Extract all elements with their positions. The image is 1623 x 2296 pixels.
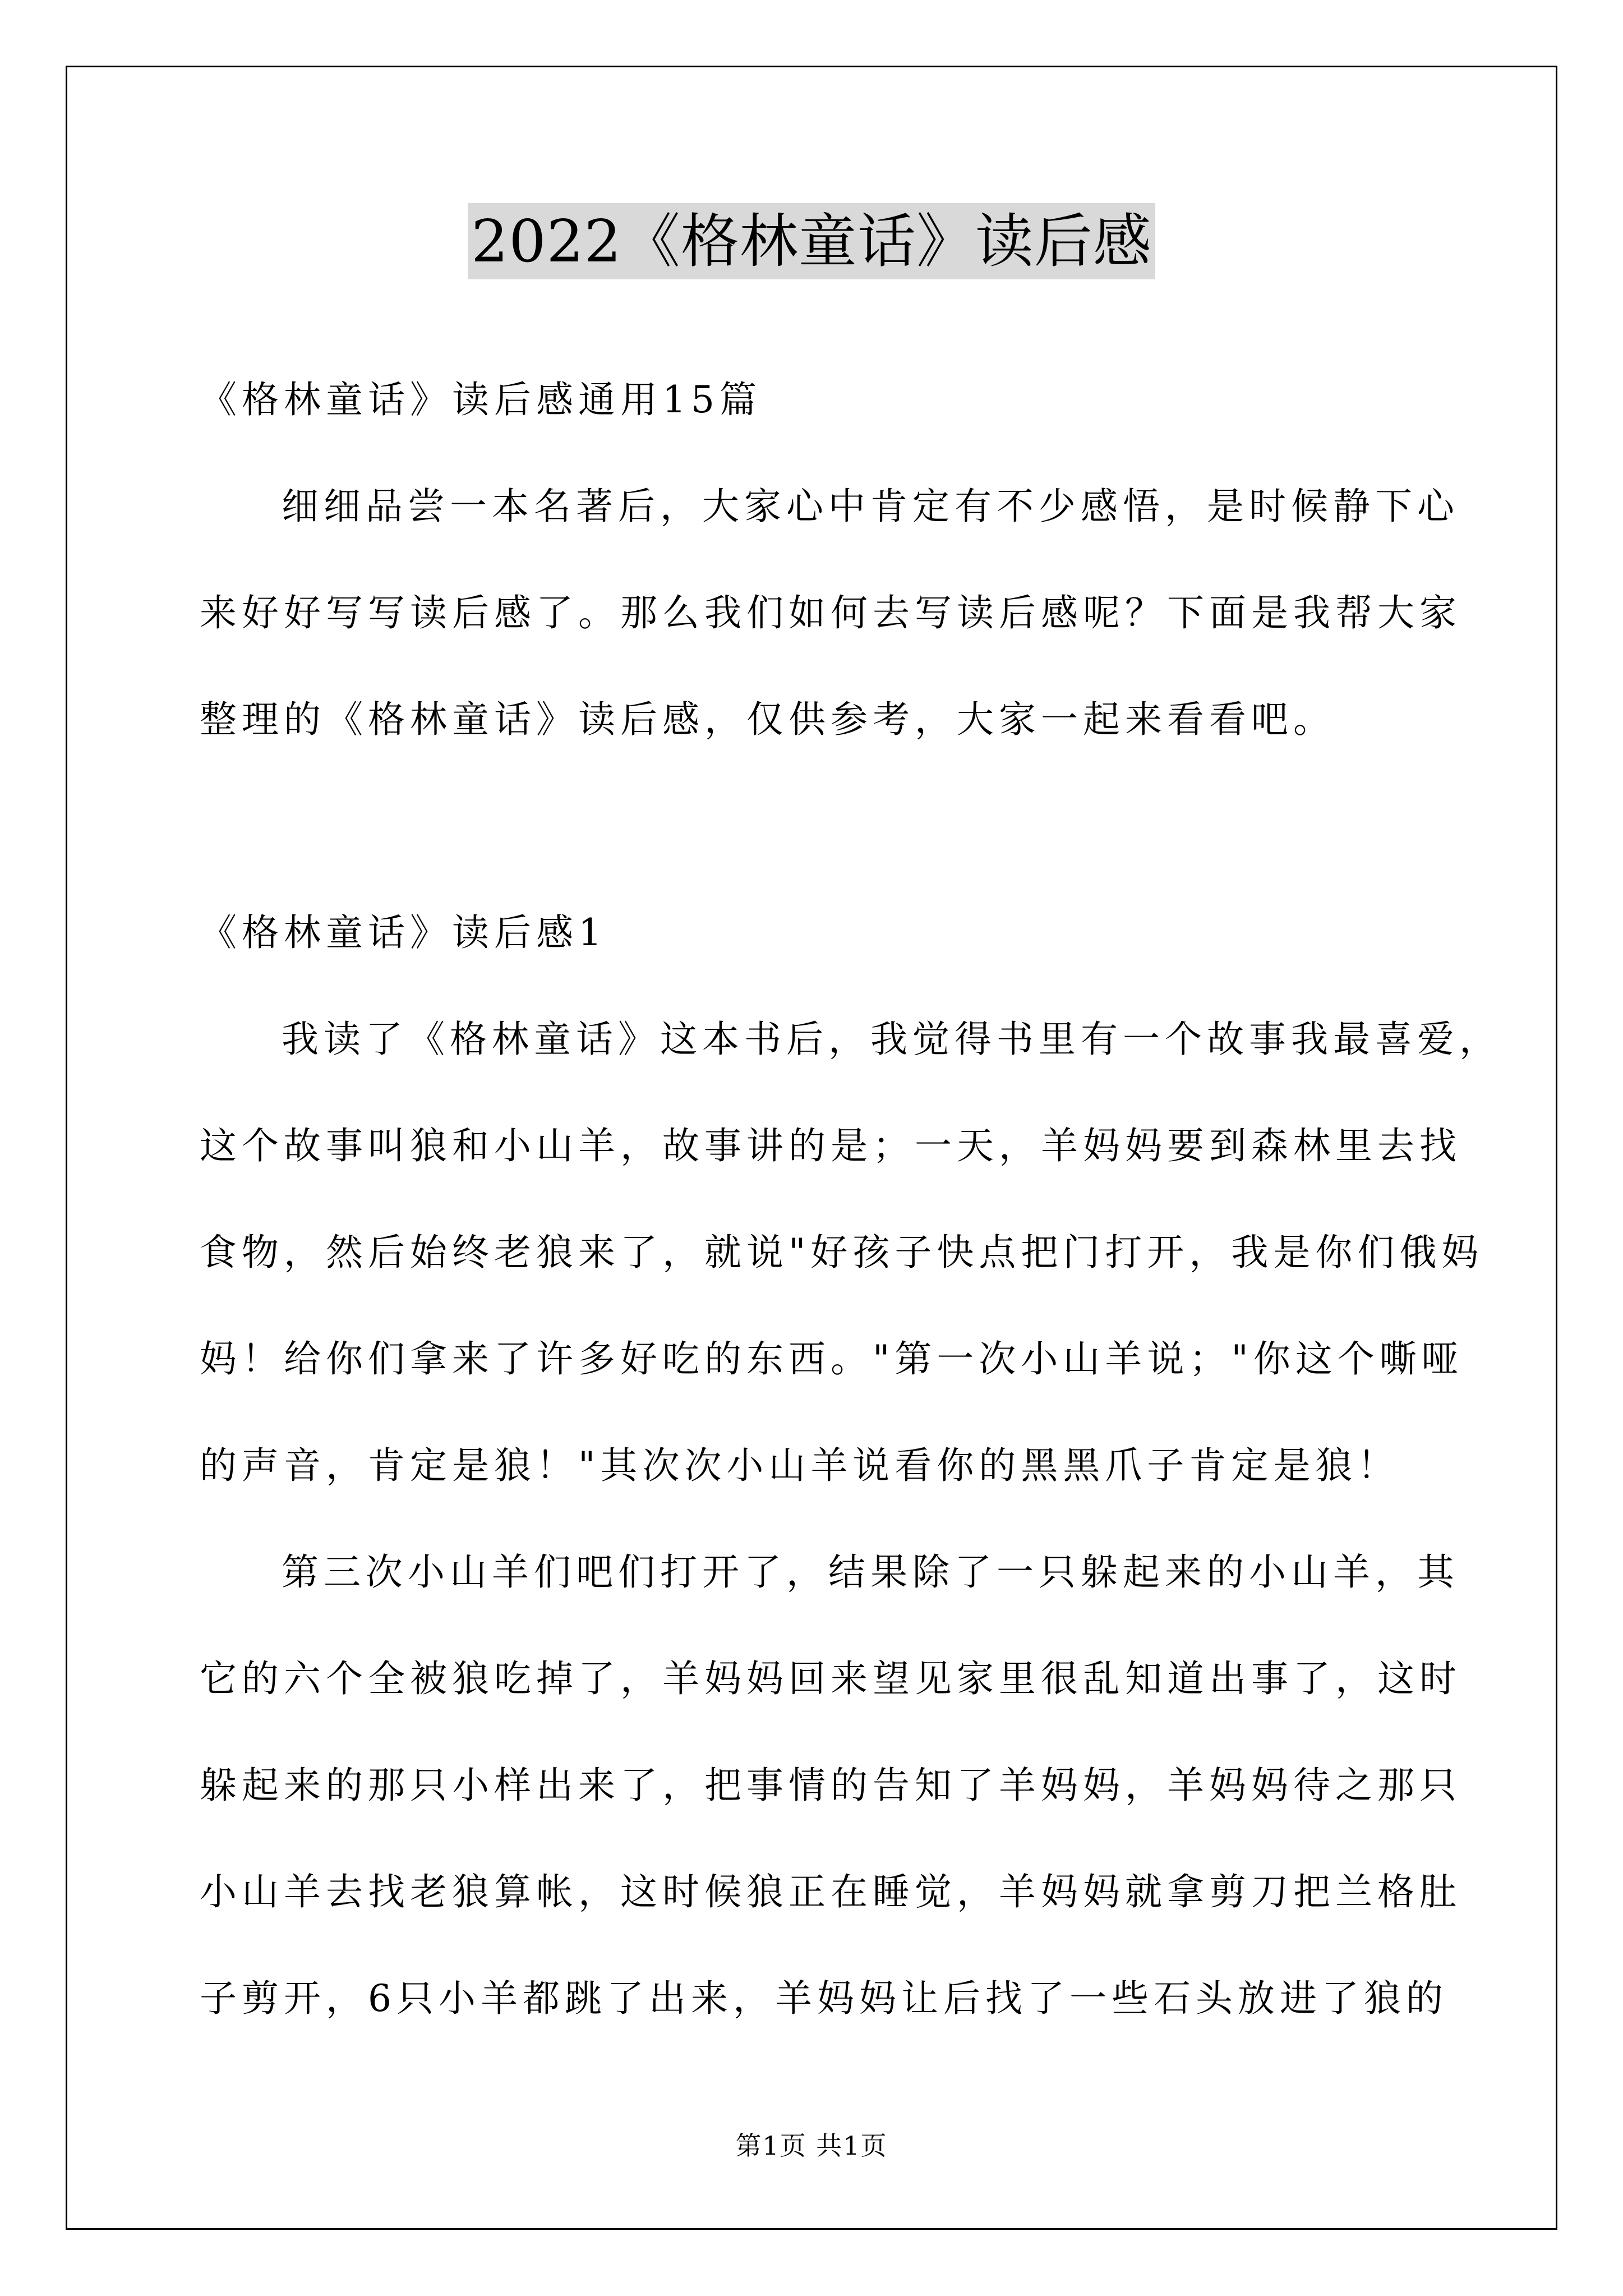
paragraph-line: 我读了《格林童话》这本书后，我觉得书里有一个故事我最喜爱，: [282, 1018, 1501, 1061]
paragraph-line: 躲起来的那只小样出来了，把事情的告知了羊妈妈，羊妈妈待之那只: [200, 1764, 1461, 1807]
paragraph-line: 这个故事叫狼和小山羊，故事讲的是；一天，羊妈妈要到森林里去找: [200, 1124, 1461, 1167]
paragraph-line: 子剪开，6只小羊都跳了出来，羊妈妈让后找了一些石头放进了狼的: [200, 1977, 1448, 2020]
paragraph-line: 妈！给你们拿来了许多好吃的东西。"第一次小山羊说；"你这个嘶哑: [200, 1337, 1464, 1381]
document-title: 2022《格林童话》读后感: [468, 203, 1155, 279]
document-body: [200, 347, 1501, 2052]
paragraph-line: 小山羊去找老狼算帐，这时候狼正在睡觉，羊妈妈就拿剪刀把兰格肚: [200, 1870, 1461, 1913]
section-heading: 《格林童话》读后感1: [200, 911, 607, 954]
intro-line: 整理的《格林童话》读后感，仅供参考，大家一起来看看吧。: [200, 698, 1335, 741]
paragraph-line: 食物，然后始终老狼来了，就说"好孩子快点把门打开，我是你们俄妈: [200, 1231, 1484, 1274]
intro-line: 来好好写写读后感了。那么我们如何去写读后感呢？下面是我帮大家: [200, 591, 1461, 634]
page-footer: 第1页 共1页: [735, 2131, 888, 2161]
title-container: [0, 203, 1623, 279]
intro-line: 细细品尝一本名著后，大家心中肯定有不少感悟，是时候静下心: [282, 485, 1459, 528]
paragraph-line: 它的六个全被狼吃掉了，羊妈妈回来望见家里很乱知道出事了，这时: [200, 1657, 1461, 1700]
paragraph-line: 的声音，肯定是狼！"其次次小山羊说看你的黑黑爪子肯定是狼！: [200, 1444, 1400, 1487]
subtitle: 《格林童话》读后感通用15篇: [200, 378, 762, 421]
paragraph-line: 第三次小山羊们吧们打开了，结果除了一只躲起来的小山羊，其: [282, 1550, 1459, 1594]
section-spacer: [200, 773, 1428, 880]
